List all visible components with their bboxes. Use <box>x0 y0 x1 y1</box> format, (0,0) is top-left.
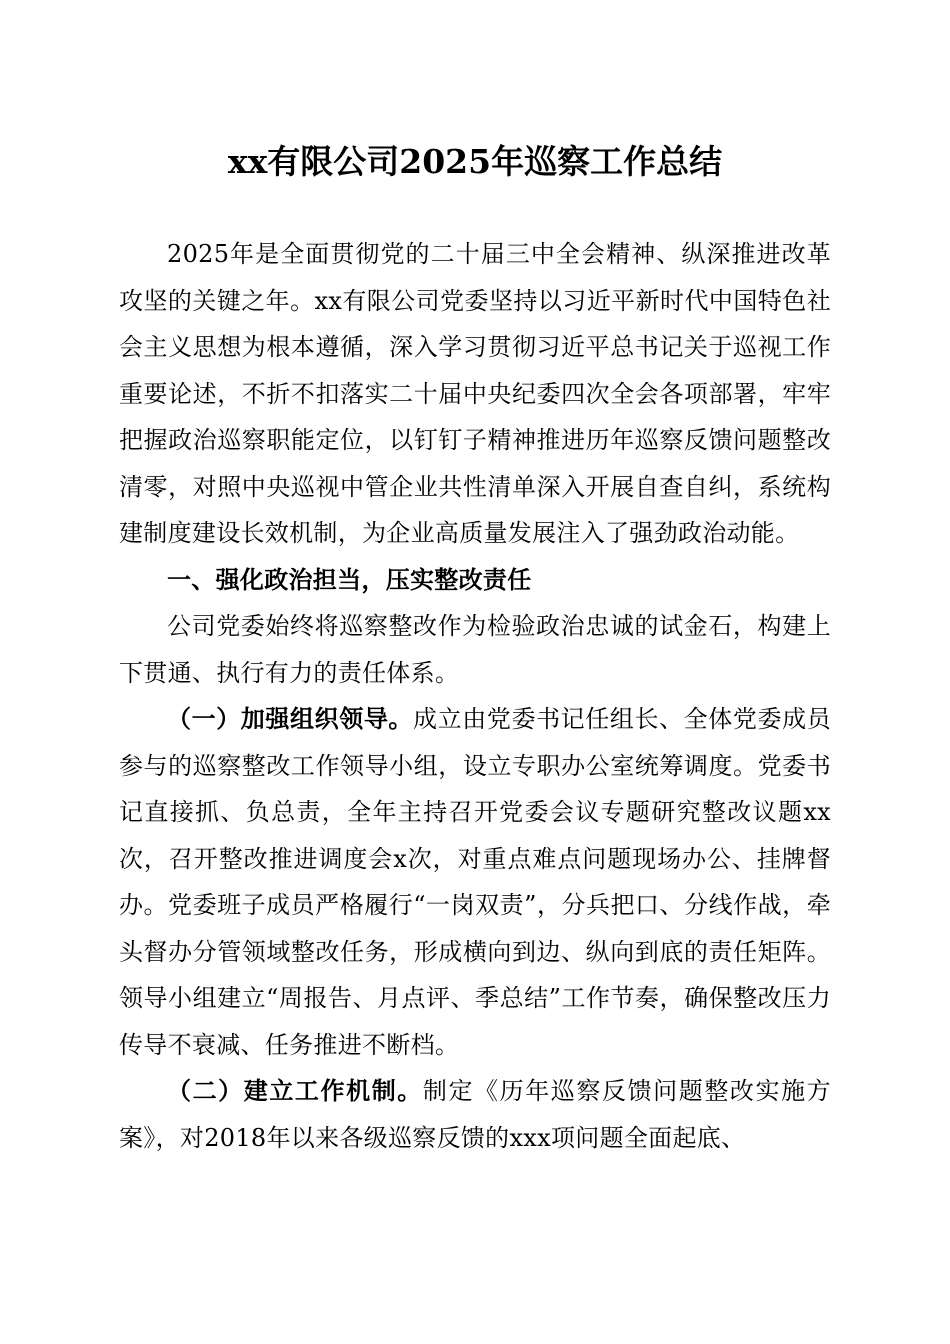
item-label-1: （一）加强组织领导。 <box>167 704 414 733</box>
item-label-2: （二）建立工作机制。 <box>167 1076 423 1105</box>
section-lead-paragraph: 公司党委始终将巡察整改作为检验政治忠诚的试金石，构建上下贯通、执行有力的责任体系。 <box>119 612 831 687</box>
document-body <box>119 231 831 1161</box>
item-paragraph-2 <box>119 1068 831 1161</box>
document-title: xx有限公司2025年巡察工作总结 <box>227 142 723 181</box>
item-text-2: 制定《历年巡察反馈问题整改实施方案》，对2018年以来各级巡察反馈的xxx项问题全面起底、 <box>119 1077 831 1152</box>
item-paragraph-1 <box>119 696 831 1068</box>
item-text-1: 成立由党委书记任组长、全体党委成员参与的巡察整改工作领导小组，设立专职办公室统筹调度。党委书记直接抓、负总责，全年主持召开党委会议专题研究整改议题xx次，召开整改推进调度会x次，对重点难点问题现场办公、挂牌督办。党委班子成员严格履行“一岗双责”，分兵把口、分线作战，牵头督办分管领域整改任务，形成横向到边、纵向到底的责任矩阵。领导小组建立“周报告、月点评、季总结”工作节奏，确保整改压力传导不衰减、任务推进不断档。 <box>119 705 832 1059</box>
intro-paragraph: 2025年是全面贯彻党的二十届三中全会精神、纵深推进改革攻坚的关键之年。xx有限公司党委坚持以习近平新时代中国特色社会主义思想为根本遵循，深入学习贯彻习近平总书记关于巡视工作重要论述，不折不扣落实二十届中央纪委四次全会各项部署，牢牢把握政治巡察职能定位，以钉钉子精神推进历年巡察反馈问题整改清零，对照中央巡视中管企业共性清单深入开展自查自纠，系统构建制度建设长效机制，为企业高质量发展注入了强劲政治动能。 <box>119 240 831 547</box>
section-heading: 一、强化政治担当，压实整改责任 <box>167 565 532 594</box>
